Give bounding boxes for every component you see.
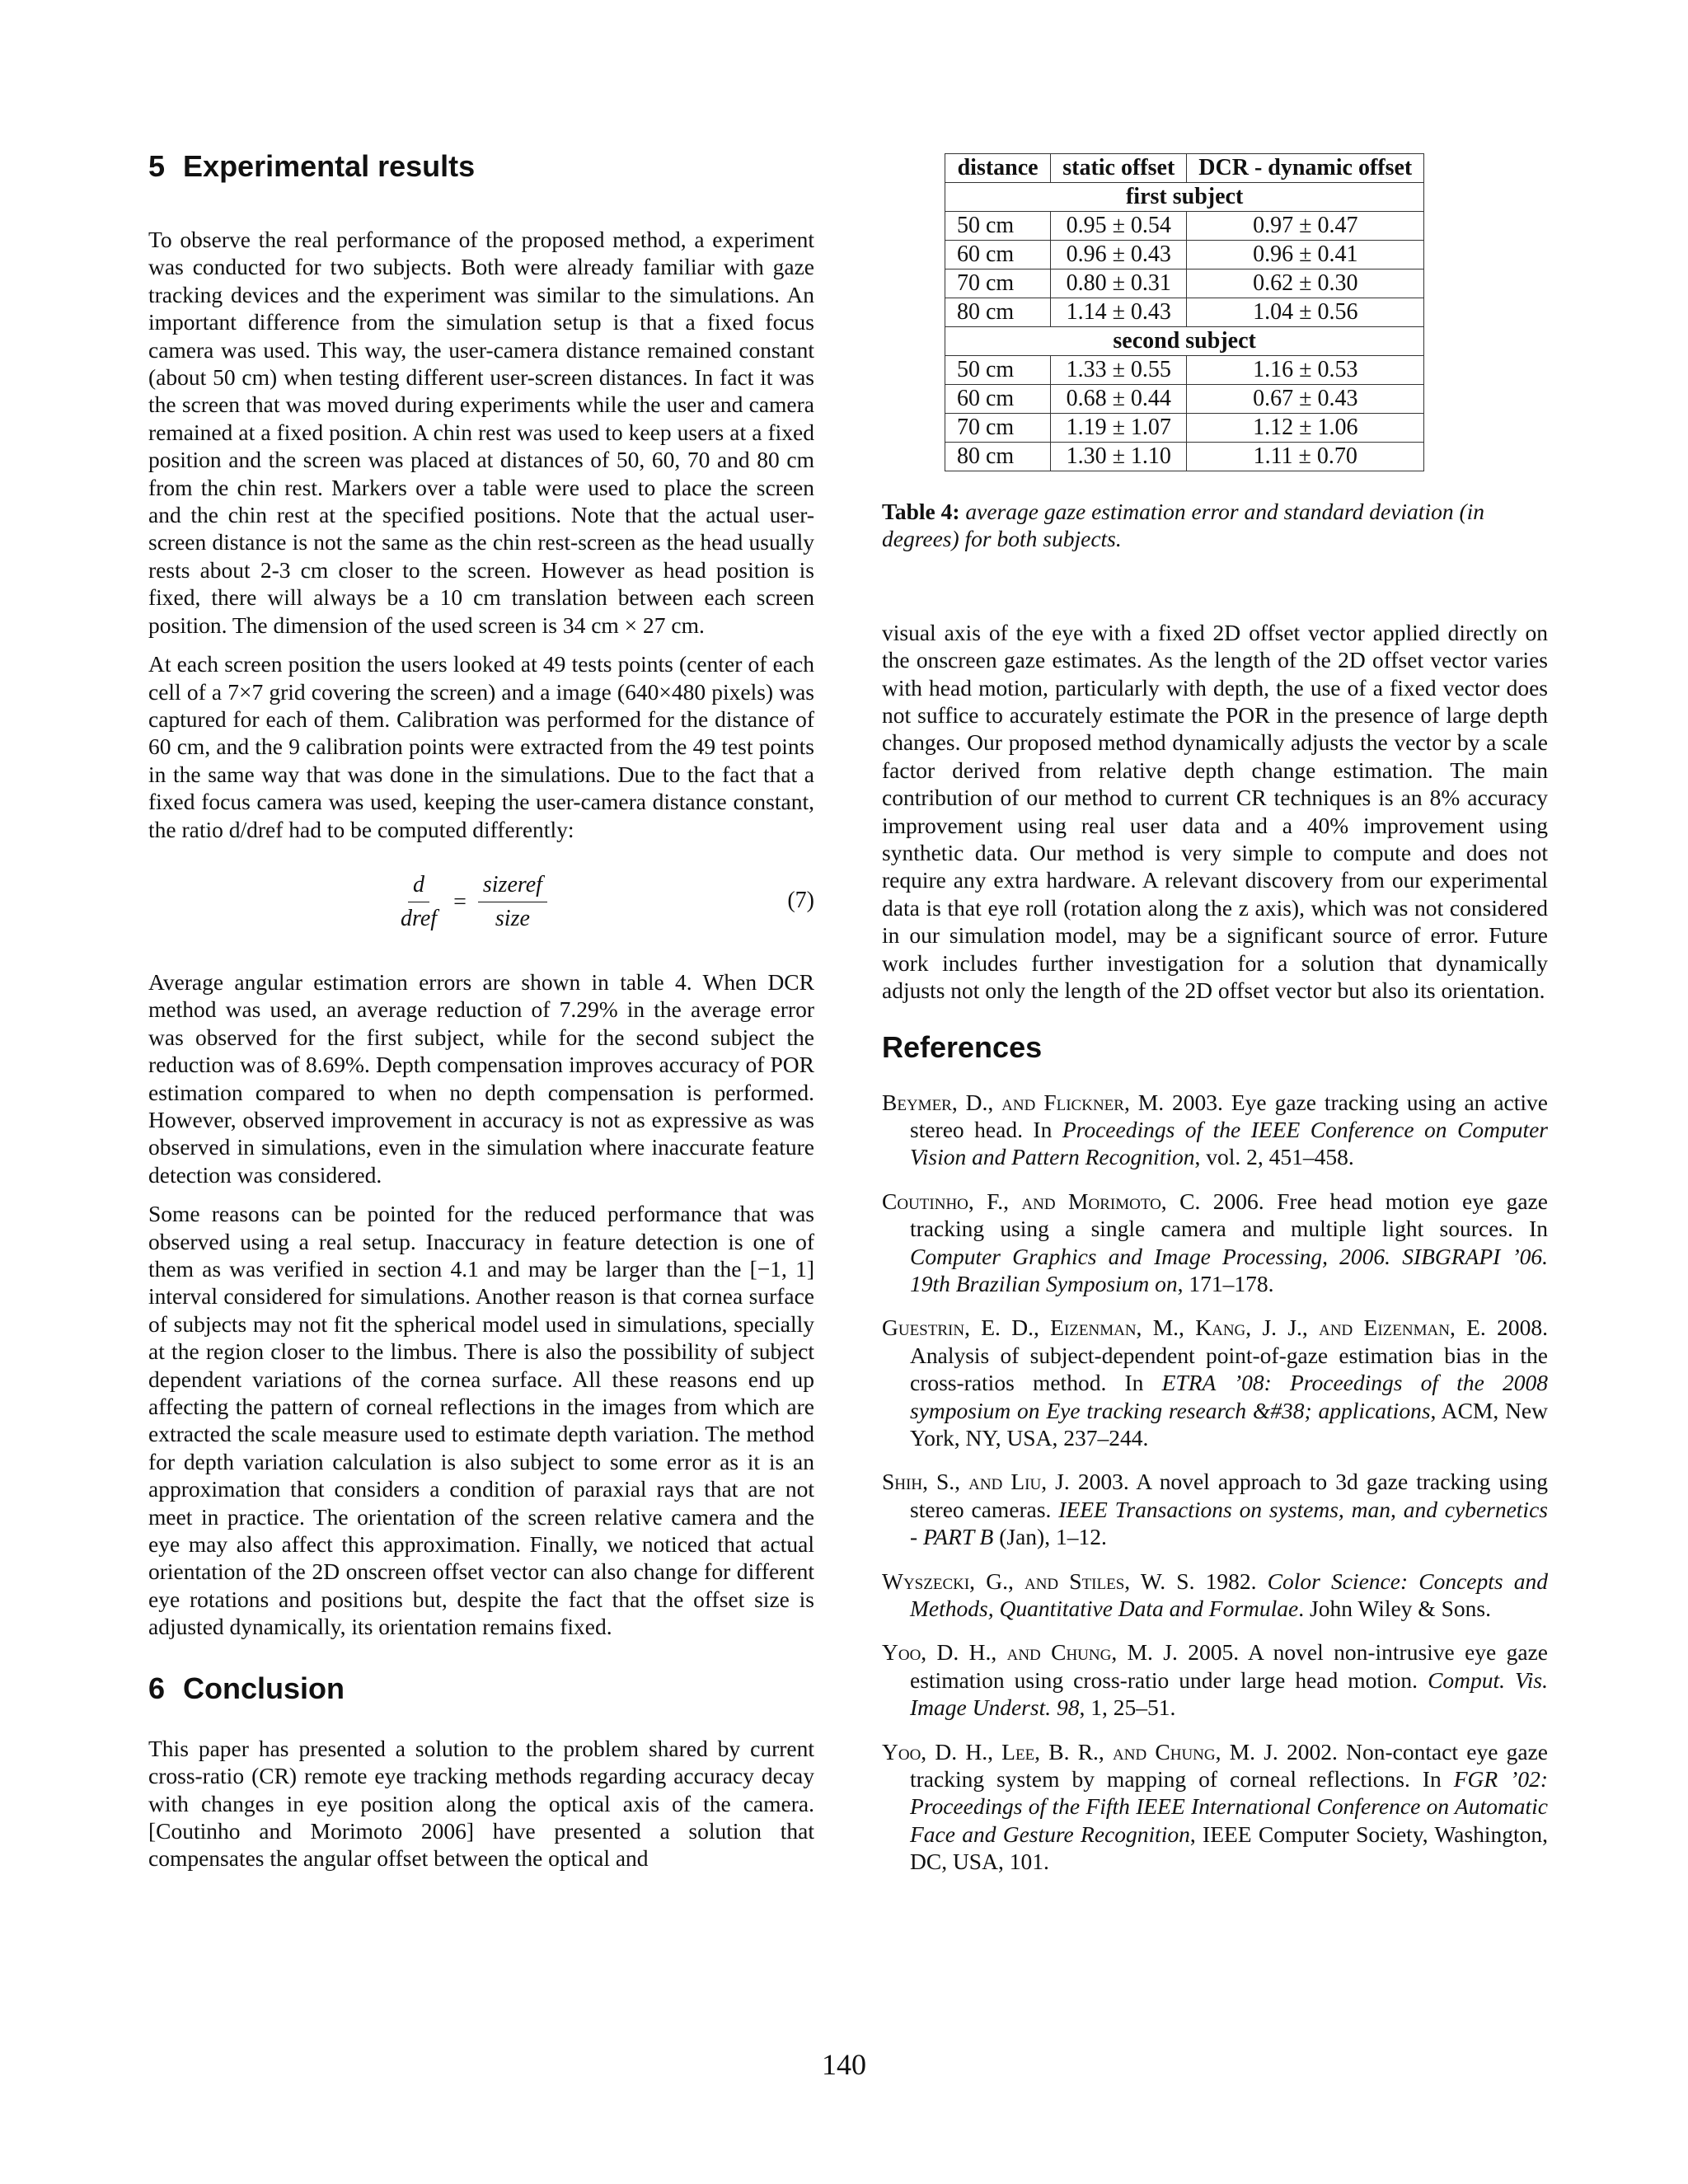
reference-venue: FGR ’02: Proceedings of the Fifth IEEE International Conference on Automatic Face and Gesture Recognition	[910, 1766, 1549, 1847]
table-cell: 0.96 ± 0.41	[1187, 241, 1424, 269]
table-row	[945, 212, 1424, 241]
table-cell: 0.80 ± 0.31	[1051, 269, 1187, 298]
reference-item	[882, 1089, 1548, 1171]
table-caption	[882, 498, 1548, 553]
paragraph: At each screen position the users looked at 49 tests points (center of each cell of a 7×7 grid covering the screen) and a image (640×480 pixels) was captured for each of them. Calibration was performed for the distance of 60 cm, and the 9 calibration points were extracted from the 49 test points in the same way that was done in the simulations. Due to the fact that a fixed focus camera was used, keeping the user-camera distance constant, the ratio d/dref had to be computed differently:	[148, 651, 814, 842]
reference-item	[882, 1468, 1548, 1550]
reference-authors: Coutinho, F., and Morimoto, C.	[882, 1188, 1201, 1214]
table-cell: 80 cm	[945, 298, 1051, 327]
section-5-heading	[148, 148, 814, 185]
reference-tail: , 171–178.	[1177, 1270, 1274, 1296]
equation-lhs	[396, 872, 442, 932]
reference-tail: , ACM, New York, NY, USA, 237–244.	[910, 1397, 1548, 1451]
reference-tail: , 1, 25–51.	[1079, 1694, 1176, 1721]
table-row	[945, 298, 1424, 327]
section-number: 5	[148, 149, 166, 183]
table-cell: 0.68 ± 0.44	[1051, 385, 1187, 414]
reference-venue: Comput. Vis. Image Underst. 98	[910, 1666, 1549, 1721]
table-row	[945, 269, 1424, 298]
reference-authors: Wyszecki, G., and Stiles, W. S.	[882, 1568, 1195, 1594]
paragraph: visual axis of the eye with a fixed 2D offset vector applied directly on the onscreen gaze estimates. As the length of the 2D offset vector varies with head motion, particularly with depth, the use of a fixed vector does not suffice to accurately estimate the POR in the presence of large depth changes. Our proposed method dynamically adjusts the vector by a scale factor derived from relative depth change estimation. The main contribution of our method to current CR techniques is an 8% accuracy improvement using real user data and a 40% improvement using synthetic data. Our method is very simple to compute and does not require any extra hardware. A relevant discovery from our experimental data is that eye roll (rotation along the z axis), which was not considered in our simulation model, may be a significant source of error. Future work includes further investigation for a solution that dynamically adjusts not only the length of the 2D offset vector but also its orientation.	[882, 619, 1548, 1004]
table-cell: 70 cm	[945, 269, 1051, 298]
left-column	[148, 140, 814, 1872]
reference-title: Free head motion eye gaze tracking using a single camera and multiple light sources. In	[910, 1188, 1549, 1242]
table-cell: 1.16 ± 0.53	[1187, 356, 1424, 385]
equation-rhs	[478, 872, 547, 932]
reference-title: Non-contact eye gaze tracking system by mapping of corneal reflections. In	[910, 1738, 1548, 1793]
reference-year: 1982.	[1205, 1568, 1257, 1594]
reference-tail: (Jan), 1–12.	[993, 1524, 1107, 1550]
right-column	[882, 145, 1548, 1892]
equation-number: (7)	[787, 887, 814, 913]
table-cell: 50 cm	[945, 356, 1051, 385]
paragraph: Some reasons can be pointed for the reduced performance that was observed using a real setup. Inaccuracy in feature detection is one of them as was verified in section 4.1 and may be larger than the [−1, 1] interval considered for simulations. Another reason is that cornea surface of subjects may not fit the spherical model used in simulations, specially at the region closer to the limbus. There is also the possibility of subject dependent variations of the cornea surface. All these reasons end up affecting the pattern of corneal reflections in the images from which are extracted the scale measure used to estimate depth variation. The method for depth variation calculation is also subject to some error as it is an approximation that considers a condition of paraxial rays that are not meet in practice. The orientation of the screen relative camera and the eye may also affect this approximation. Finally, we noticed that actual orientation of the 2D onscreen offset vector can also change for different eye rotations and positions but, despite the fact that the offset size is adjusted dynamically, its orientation remains fixed.	[148, 1201, 814, 1640]
table-header-cell: static offset	[1051, 154, 1187, 183]
reference-authors: Guestrin, E. D., Eizenman, M., Kang, J. J., and Eizenman, E.	[882, 1315, 1486, 1341]
reference-tail: , vol. 2, 451–458.	[1194, 1144, 1354, 1170]
paragraph: Average angular estimation errors are shown in table 4. When DCR method was used, an average reduction of 7.29% in the average error was observed for the first subject, while for the second subject the reduction was of 8.69%. Depth compensation improves accuracy of POR estimation compared to when no depth compensation is performed. However, observed improvement in accuracy is not as expressive as was observed in simulations, even in the simulation where inaccurate feature detection was considered.	[148, 968, 814, 1188]
reference-authors: Yoo, D. H., Lee, B. R., and Chung, M. J.	[882, 1738, 1278, 1765]
reference-year: 2006.	[1212, 1188, 1264, 1214]
table-cell: 60 cm	[945, 241, 1051, 269]
table-row	[945, 356, 1424, 385]
reference-title: A novel non-intrusive eye gaze estimation using cross-ratio under large head motion.	[910, 1639, 1548, 1693]
table-row	[945, 241, 1424, 269]
reference-tail: . John Wiley & Sons.	[1298, 1596, 1491, 1621]
reference-year: 2003.	[1172, 1089, 1223, 1115]
reference-venue: ETRA ’08: Proceedings of the 2008 symposium on Eye tracking research &#38; applications	[910, 1370, 1549, 1423]
table-cell: 0.96 ± 0.43	[1051, 241, 1187, 269]
caption-text: average gaze estimation error and standard deviation (in degrees) for both subjects.	[882, 499, 1485, 552]
table-cell: 1.33 ± 0.55	[1051, 356, 1187, 385]
table-group-row	[945, 183, 1424, 212]
reference-tail: , IEEE Computer Society, Washington, DC, USA, 101.	[910, 1821, 1548, 1875]
reference-title: Eye gaze tracking using an active stereo head. In	[910, 1089, 1549, 1142]
table-cell: 60 cm	[945, 385, 1051, 414]
equation-rhs-denominator: size	[495, 906, 530, 932]
table-cell: 1.12 ± 1.06	[1187, 414, 1424, 443]
reference-authors: Shih, S., and Liu, J.	[882, 1469, 1070, 1495]
reference-item	[882, 1188, 1548, 1298]
paragraph: This paper has presented a solution to the problem shared by current cross-ratio (CR) remote eye tracking methods regarding accuracy decay with changes in eye position along the optical axis of the camera. [Coutinho and Morimoto 2006] have presented a solution that compensates the angular offset between the optical and	[148, 1735, 814, 1872]
table-cell: 80 cm	[945, 443, 1051, 471]
group-label: first subject	[945, 183, 1424, 212]
reference-item	[882, 1738, 1548, 1876]
table-cell: 70 cm	[945, 414, 1051, 443]
reference-year: 2008.	[1497, 1315, 1548, 1341]
reference-year: 2002.	[1287, 1738, 1338, 1765]
table-cell: 1.19 ± 1.07	[1051, 414, 1187, 443]
results-table	[945, 153, 1424, 471]
reference-year: 2003.	[1077, 1469, 1129, 1495]
equals-sign: =	[453, 888, 467, 915]
reference-year: 2005.	[1188, 1639, 1240, 1666]
table-cell: 50 cm	[945, 212, 1051, 241]
table-row	[945, 385, 1424, 414]
section-6-heading	[148, 1671, 814, 1707]
reference-item	[882, 1314, 1548, 1451]
references-heading: References	[882, 1029, 1043, 1064]
reference-authors: Beymer, D., and Flickner, M.	[882, 1089, 1165, 1115]
references-list	[882, 1089, 1548, 1876]
table-cell: 1.04 ± 0.56	[1187, 298, 1424, 327]
reference-title: Analysis of subject-dependent point-of-gaze estimation bias in the cross-ratios method. In	[910, 1342, 1548, 1396]
equation-7	[148, 868, 814, 937]
section-title: Experimental results	[183, 149, 476, 183]
table-cell: 0.97 ± 0.47	[1187, 212, 1424, 241]
paragraph: To observe the real performance of the proposed method, a experiment was conducted for two subjects. Both were already familiar with gaze tracking devices and the experiment was similar to the simulations. An important difference from the simulation setup is that a fixed focus camera was used. This way, the user-camera distance remained constant (about 50 cm) when testing different user-screen distances. In fact it was the screen that was moved during experiments while the user and camera remained at a fixed position. A chin rest was used to keep users at a fixed position and the screen was placed at distances of 50, 60, 70 and 80 cm from the chin rest. Markers over a table were used to place the screen and the chin rest at the specified positions. Note that the actual user-screen distance is not the same as the chin rest-screen as the head usually rests about 2-3 cm closer to the screen. However as head position is fixed, there will always be a 10 cm translation between each screen position. The dimension of the used screen is 34 cm × 27 cm.	[148, 227, 814, 638]
table-cell: 1.14 ± 0.43	[1051, 298, 1187, 327]
table-cell: 1.11 ± 0.70	[1187, 443, 1424, 471]
reference-authors: Yoo, D. H., and Chung, M. J.	[882, 1639, 1178, 1666]
table-header-cell: DCR - dynamic offset	[1187, 154, 1424, 183]
table-cell: 0.95 ± 0.54	[1051, 212, 1187, 241]
section-number: 6	[148, 1671, 166, 1705]
table-cell: 1.30 ± 1.10	[1051, 443, 1187, 471]
reference-venue: Computer Graphics and Image Processing, 2006. SIBGRAPI ’06. 19th Brazilian Symposium on	[910, 1243, 1548, 1296]
group-label: second subject	[945, 327, 1424, 356]
page-number: 140	[822, 2048, 866, 2081]
reference-title: A novel approach to 3d gaze tracking using stereo cameras.	[910, 1469, 1548, 1522]
caption-label: Table 4:	[882, 499, 960, 524]
reference-venue: IEEE Transactions on systems, man, and cybernetics - PART B	[910, 1496, 1548, 1550]
equation-rhs-numerator: sizeref	[478, 872, 547, 902]
table-header-row	[945, 154, 1424, 183]
table-cell: 0.62 ± 0.30	[1187, 269, 1424, 298]
table-header-cell: distance	[945, 154, 1051, 183]
table-row	[945, 414, 1424, 443]
reference-venue: Color Science: Concepts and Methods, Quantitative Data and Formulae	[910, 1568, 1549, 1621]
equation-lhs-numerator: d	[408, 872, 429, 902]
section-title: Conclusion	[183, 1671, 345, 1705]
reference-item	[882, 1638, 1548, 1721]
table-row	[945, 443, 1424, 471]
reference-item	[882, 1568, 1548, 1623]
table-cell: 0.67 ± 0.43	[1187, 385, 1424, 414]
table-group-row	[945, 327, 1424, 356]
equation-lhs-denominator: dref	[401, 906, 438, 932]
reference-venue: Proceedings of the IEEE Conference on Computer Vision and Pattern Recognition	[910, 1116, 1549, 1170]
